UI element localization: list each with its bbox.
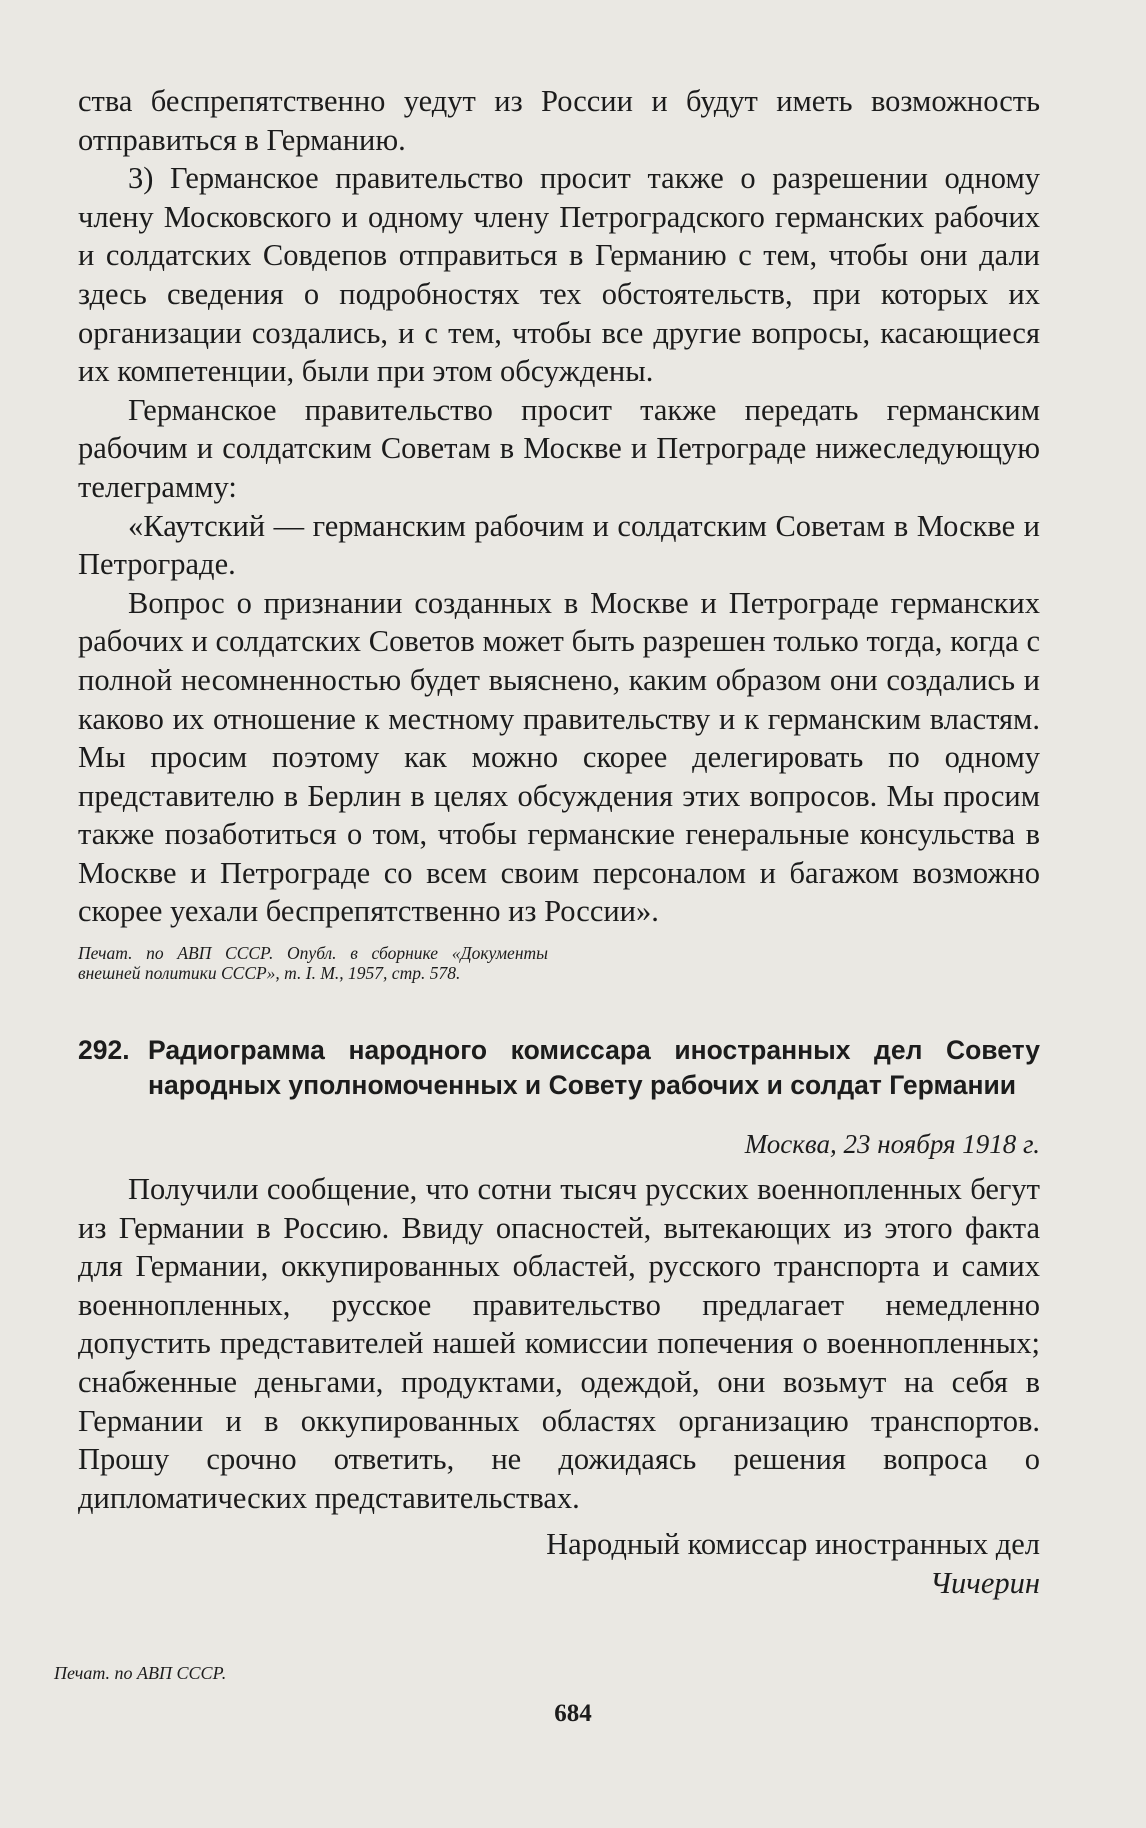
source-note: Печат. по АВП СССР. Опубл. в сборнике «Документы внешней политики СССР», т. I. М., 1957, стр. 578. [78, 943, 548, 983]
document-heading [78, 1033, 1040, 1103]
document-number: 292. [78, 1035, 130, 1066]
paragraph: «Каутский — германским рабочим и солдатским Советам в Москве и Петрограде. [78, 508, 1040, 582]
paragraph: ства беспрепятственно уедут из России и будут иметь возможность отправиться в Германию. [78, 84, 1040, 157]
document-body [78, 1170, 1040, 1517]
paragraph: Получили сообщение, что сотни тысяч русских военнопленных бегут из Германии в Россию. Ввиду опасностей, вытекающих из этого факта для Германии, оккупированных областей, русского транспорта и самих военнопленных, русское правительство предлагает немедленно допустить представителей нашей комиссии попечения о военнопленных; снабженные деньгами, продуктами, одеждой, они возьмут на себя в Германии и в оккупированных областях организацию транспортов. Прошу срочно ответить, не дожидаясь решения вопроса о дипломатических представительствах. [78, 1172, 1040, 1515]
signature-block [78, 1525, 1040, 1602]
source-note: Печат. по АВП СССР. [54, 1663, 227, 1683]
paragraph: Германское правительство просит также передать германским рабочим и солдатским Советам в Москве и Петрограде нижеследующую телеграмму: [78, 392, 1040, 504]
signature-title: Народный комиссар иностранных дел [546, 1527, 1040, 1562]
paragraph: Вопрос о признании созданных в Москве и Петрограде германских рабочих и солдатских Советов может быть разрешен только тогда, когда с полной несомненностью будет выяснено, каким образом они создались и каково их отношение к местному правительству и к германским властям. Мы просим поэтому как можно скорее делегировать по одному представителю в Берлин в целях обсуждения этих вопросов. Мы просим также позаботиться о том, чтобы германские генеральные консульства в Москве и Петрограде со всем своим персоналом и багажом возможно скорее уехали беспрепятственно из России». [78, 585, 1040, 929]
signature-name: Чичерин [930, 1566, 1040, 1600]
continued-text [78, 82, 1040, 931]
page-number: 684 [554, 1700, 592, 1727]
paragraph: 3) Германское правительство просит также о разрешении одному члену Московского и одному члену Петроградского германских рабочих и солдатских Совдепов отправиться в Германию с тем, чтобы они дали здесь сведения о подробностях тех обстоятельств, при которых их организации создались, и с тем, чтобы все другие вопросы, касающиеся их компетенции, были при этом обсуждены. [78, 161, 1040, 389]
document-title: Радиограмма народного комиссара иностранных дел Совету народных уполномоченных и Совету рабочих и солдат Германии [148, 1035, 1040, 1101]
dateline: Москва, 23 ноября 1918 г. [744, 1129, 1040, 1160]
